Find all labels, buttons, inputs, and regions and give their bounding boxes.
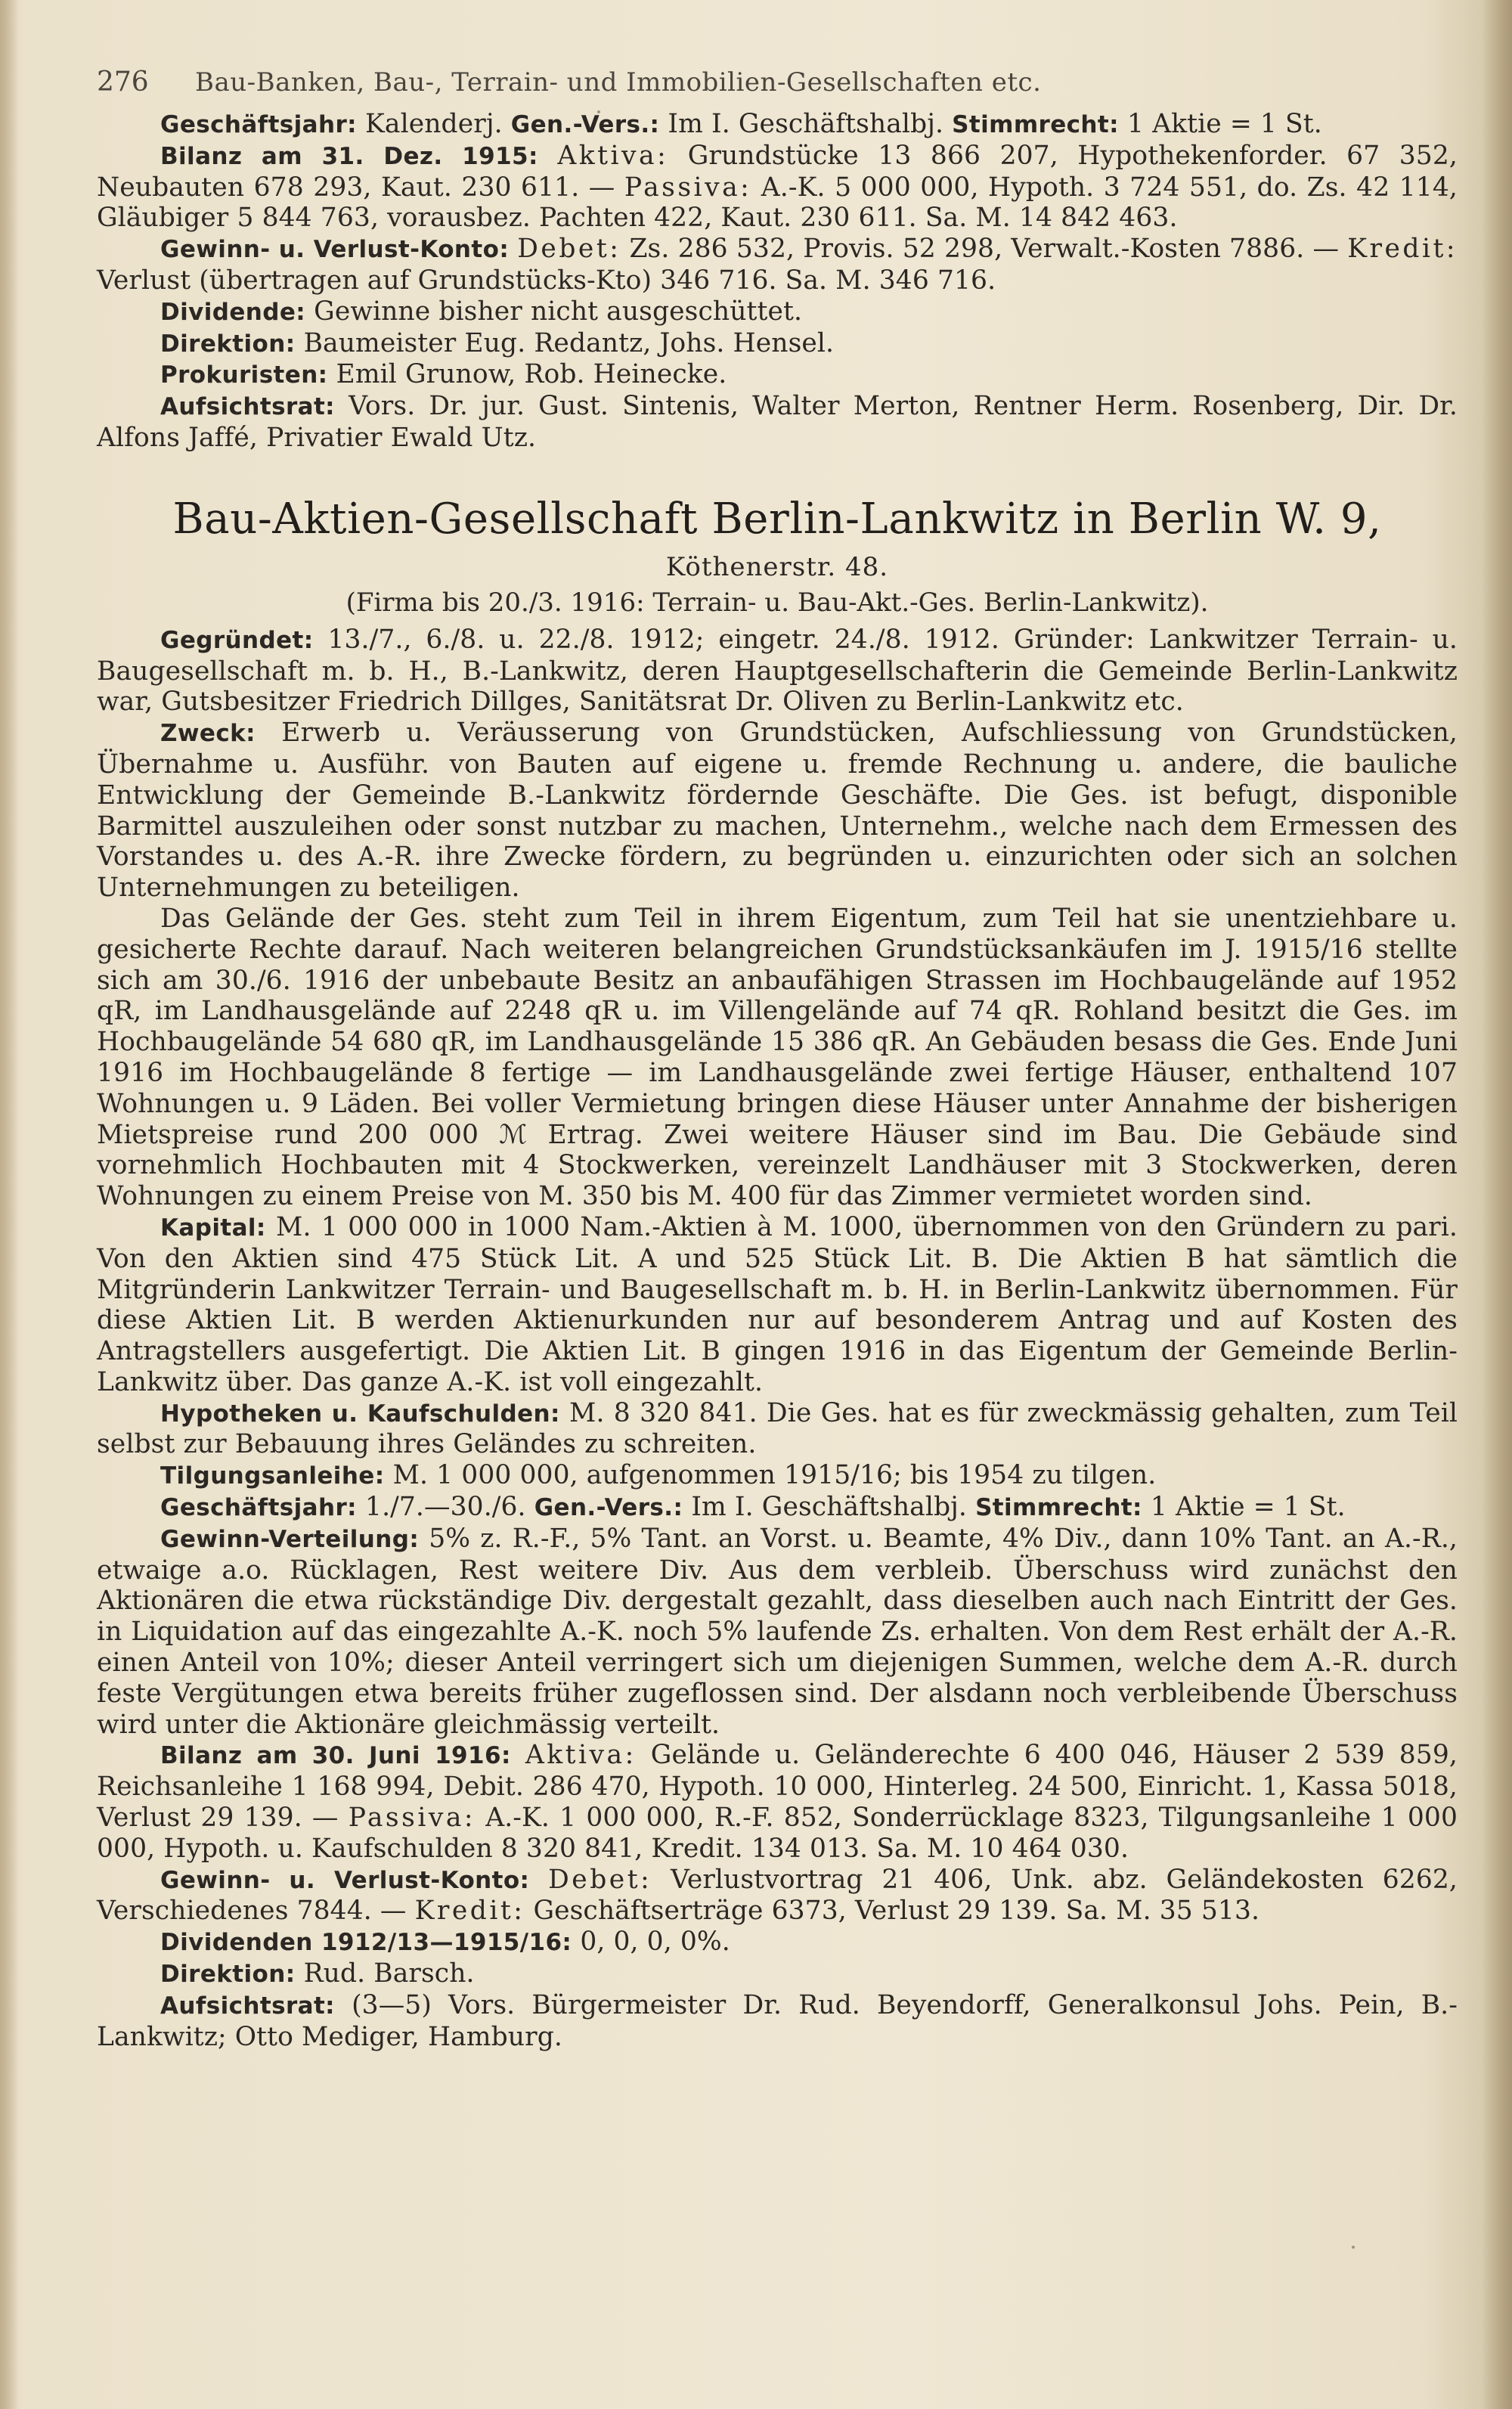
paper-speck <box>1352 2246 1355 2249</box>
value-gen-vers: Im I. Geschäftshalbj. <box>668 109 944 139</box>
entry-gelaende: Das Gelände der Ges. steht zum Teil in ihrem Eigentum, zum Teil hat sie unentziehbare u. gesicherte Rechte darauf. Nach weiteren belangreichen Grundstücksankäufen im J. 1915/16 stellte sich am 30./6. 1916 der unbebaute Besitz an anbaufähigen Strassen im Hochbaugelände auf 1952 qR, im Landhausgelände auf 2248 qR u. im Villengelände auf 74 qR. Rohland besitzt die Ges. im Hochbaugelände 54 680 qR, im Landhausgelände 15 386 qR. An Gebäuden besass die Ges. Ende Juni 1916 im Hochbaugelände 8 fertige — im Landhausgelände zwei fertige Häuser, enthaltend 107 Wohnungen u. 9 Läden. Bei voller Vermietung bringen diese Häuser unter Annahme der bisherigen Mietspreise rund 200 000 ℳ Ertrag. Zwei weitere Häuser sind im Bau. Die Gebäude sind vornehmlich Hochbauten mit 4 Stockwerken, vereinzelt Landhäuser mit 3 Stockwerken, deren Wohnungen zu einem Preise von M. 350 bis M. 400 für das Zimmer vermietet worden sind. <box>97 903 1458 1212</box>
entry-bilanz <box>97 1740 1458 1864</box>
entry-hypotheken <box>97 1398 1458 1461</box>
value-aufsichtsrat: Vors. Dr. jur. Gust. Sintenis, Walter Merton, Rentner Herm. Rosenberg, Dir. Dr. Alfons Jaffé, Privatier Ewald Utz. <box>97 391 1458 453</box>
label-hypotheken: Hypotheken u. Kaufschulden: <box>160 1400 560 1428</box>
label-gewinn-verteilung: Gewinn-Verteilung: <box>160 1525 420 1553</box>
entry-kapital <box>97 1212 1458 1398</box>
page-content <box>97 67 1458 2052</box>
entry-fiscal-year-line <box>97 109 1458 141</box>
value-gegruendet: 13./7., 6./8. u. 22./8. 1912; eingetr. 24./8. 1912. Gründer: Lankwitzer Terrain- u. Baugesellschaft m. b. H., B.-Lankwitz, deren Hauptgesellschafterin die Gemeinde Berlin-Lankwitz war, Gutsbesitzer Friedrich Dillges, Sanitätsrat Dr. Oliven zu Berlin-Lankwitz etc. <box>97 624 1458 718</box>
label-debet: Debet: <box>548 1864 652 1895</box>
label-aktiva: Aktiva: <box>525 1740 637 1771</box>
entry-gegruendet <box>97 625 1458 718</box>
label-aufsichtsrat: Aufsichtsrat: <box>160 1992 335 2020</box>
entry-gewinn-verteilung <box>97 1524 1458 1741</box>
label-tilgungsanleihe: Tilgungsanleihe: <box>160 1462 385 1490</box>
value-debet: Zs. 286 532, Provis. 52 298, Verwalt.-Kosten 7886. — <box>629 234 1340 265</box>
entry-aufsichtsrat <box>97 391 1458 454</box>
section-gap <box>97 454 1458 487</box>
label-gewinn-verlust: Gewinn- u. Verlust-Konto: <box>160 236 510 264</box>
company-address: Köthenerstr. 48. <box>665 551 889 582</box>
entry-bilanz <box>97 141 1458 234</box>
value-aktiva: Grundstücke 13 866 207, Hypothekenforder. 67 352, Neubauten 678 293, Kaut. 230 611. — <box>97 140 1458 203</box>
value-prokuristen: Emil Grunow, Rob. Heinecke. <box>336 359 727 390</box>
value-kredit: Verlust (übertragen auf Grundstücks-Kto) 346 716. Sa. M. 346 716. <box>97 265 996 296</box>
entry-aufsichtsrat <box>97 1990 1458 2053</box>
value-debet: Verlustvortrag 21 406, Unk. abz. Geländekosten 6262, Verschiedenes 7844. — <box>97 1864 1458 1927</box>
label-stimmrecht: Stimmrecht: <box>952 111 1119 138</box>
value-hypotheken: M. 8 320 841. Die Ges. hat es für zweckmässig gehalten, zum Teil selbst zur Bebauung ihres Geländes zu schreiten. <box>97 1397 1458 1460</box>
company-title: Bau-Aktien-Gesellschaft Berlin-Lankwitz in Berlin W. 9, <box>172 494 1382 544</box>
label-direktion: Direktion: <box>160 1961 296 1989</box>
company-former-name: (Firma bis 20./3. 1916: Terrain- u. Bau-Akt.-Ges. Berlin-Lankwitz). <box>345 587 1209 618</box>
label-passiva: Passiva: <box>348 1803 476 1834</box>
label-zweck: Zweck: <box>160 720 256 748</box>
previous-company-entry <box>97 109 1458 454</box>
value-direktion: Baumeister Eug. Redantz, Johs. Hensel. <box>303 327 835 358</box>
label-prokuristen: Prokuristen: <box>160 361 328 389</box>
label-kapital: Kapital: <box>160 1214 266 1242</box>
value-aufsichtsrat: (3—5) Vors. Bürgermeister Dr. Rud. Beyendorff, Generalkonsul Johs. Pein, B.-Lankwitz; Otto Mediger, Hamburg. <box>97 1989 1458 2052</box>
entry-direktion <box>97 1958 1458 1990</box>
label-kredit: Kredit: <box>1347 234 1458 265</box>
entry-fiscal-year-line <box>97 1492 1458 1524</box>
label-dividenden: Dividenden 1912/13—1915/16: <box>160 1929 572 1957</box>
value-geschaeftsjahr: 1./7.—30./6. <box>365 1492 526 1523</box>
label-bilanz: Bilanz am 30. Juni 1916: <box>160 1742 511 1770</box>
label-stimmrecht: Stimmrecht: <box>975 1494 1142 1522</box>
value-passiva: A.-K. 5 000 000, Hypoth. 3 724 551, do. Zs. 42 114, Gläubiger 5 844 763, vorausbez. Pachten 422, Kaut. 230 611. Sa. M. 14 842 463. <box>97 172 1458 234</box>
running-title: Bau-Banken, Bau-, Terrain- und Immobilien-Gesellschaften etc. <box>195 67 1042 98</box>
label-direktion: Direktion: <box>160 330 296 358</box>
label-gen-vers: Gen.-Vers.: <box>510 111 660 138</box>
value-dividenden: 0, 0, 0, 0%. <box>580 1927 730 1958</box>
entry-dividenden <box>97 1927 1458 1958</box>
label-gewinn-verlust: Gewinn- u. Verlust-Konto: <box>160 1866 530 1894</box>
label-gegruendet: Gegründet: <box>160 626 314 654</box>
value-passiva: A.-K. 1 000 000, R.-F. 852, Sonderrücklage 8323, Tilgungsanleihe 1 000 000, Hypoth. u. Kaufschulden 8 320 841, Kredit. 134 013. Sa. M. 10 464 030. <box>97 1803 1458 1864</box>
label-debet: Debet: <box>517 234 621 265</box>
page-number: 276 <box>97 67 149 98</box>
page-edge-shadow-right <box>1482 0 1512 2409</box>
entry-direktion <box>97 328 1458 360</box>
value-zweck: Erwerb u. Veräusserung von Grundstücken, Aufschliessung von Grundstücken, Übernahme u. Ausführ. von Bauten auf eigene u. fremde Rechnung u. andere, die bauliche Entwicklung der Gemeinde B.-Lankwitz fördernde Geschäfte. Die Ges. ist befugt, disponible Barmittel auszuleihen oder sonst nutzbar zu machen, Unternehm., welche nach dem Ermessen des Vorstandes u. des A.-R. ihre Zwecke fördern, zu begründen u. einzurichten oder sich an solchen Unternehmungen zu beteiligen. <box>97 718 1458 904</box>
page-edge-shadow-left <box>0 0 18 2409</box>
entry-tilgungsanleihe <box>97 1460 1458 1492</box>
value-aktiva: Gelände u. Geländerechte 6 400 046, Häuser 2 539 859, Reichsanleihe 1 168 994, Debit. 286 470, Hypoth. 10 000, Hinterleg. 24 500, Einricht. 1, Kassa 5018, Verlust 29 139. — <box>97 1740 1458 1834</box>
label-kredit: Kredit: <box>414 1896 525 1927</box>
entry-gewinn-verlust <box>97 234 1458 296</box>
entry-gewinn-verlust <box>97 1865 1458 1927</box>
value-gen-vers: Im I. Geschäftshalbj. <box>691 1492 967 1523</box>
label-aufsichtsrat: Aufsichtsrat: <box>160 393 335 421</box>
value-dividende: Gewinne bisher nicht ausgeschüttet. <box>314 296 803 327</box>
value-gewinn-verteilung: 5% z. R.-F., 5% Tant. an Vorst. u. Beamte, 4% Div., dann 10% Tant. an A.-R., etwaige a.o. Rücklagen, Rest weitere Div. Aus dem verbleib. Überschuss wird zunächst den Aktionären die etwa rückständige Div. dergestalt gezahlt, dass dieselben auch nach Eintritt der Ges. in Liquidation auf das eingezahlte A.-K. noch 5% laufende Zs. erhalten. Von dem Rest erhält der A.-R. einen Anteil von 10%; dieser Anteil verringert sich um diejenigen Summen, welche dem A.-R. durch feste Vergütungen etwa bereits früher zugeflossen sind. Der alsdann noch verbleibende Überschuss wird unter die Aktionäre gleichmässig verteilt. <box>97 1523 1458 1740</box>
label-aktiva: Aktiva: <box>557 140 669 171</box>
value-geschaeftsjahr: Kalenderj. <box>365 109 503 139</box>
value-direktion: Rud. Barsch. <box>303 1958 475 1989</box>
label-dividende: Dividende: <box>160 298 306 326</box>
value-stimmrecht: 1 Aktie = 1 St. <box>1127 109 1322 139</box>
entry-dividende <box>97 296 1458 328</box>
entry-prokuristen <box>97 359 1458 391</box>
label-gen-vers: Gen.-Vers.: <box>534 1494 683 1522</box>
label-bilanz: Bilanz am 31. Dez. 1915: <box>160 142 538 170</box>
value-stimmrecht: 1 Aktie = 1 St. <box>1150 1492 1346 1523</box>
label-geschaeftsjahr: Geschäftsjahr: <box>160 1494 357 1522</box>
value-kapital: M. 1 000 000 in 1000 Nam.-Aktien à M. 1000, übernommen von den Gründern zu pari. Von den Aktien sind 475 Stück Lit. A und 525 Stück Lit. B. Die Aktien B hat sämtlich die Mitgründerin Lankwitzer Terrain- und Baugesellschaft m. b. H. in Berlin-Lankwitz übernommen. Für diese Aktien Lit. B werden Aktienurkunden nur auf besonderem Antrag und auf Kosten des Antragstellers ausgefertigt. Die Aktien Lit. B gingen 1916 in das Eigentum der Gemeinde Berlin-Lankwitz über. Das ganze A.-K. ist voll eingezahlt. <box>97 1211 1458 1397</box>
running-header <box>97 67 1458 109</box>
company-entry-bau-aktien-gesellschaft <box>97 488 1458 2053</box>
label-geschaeftsjahr: Geschäftsjahr: <box>160 111 357 138</box>
value-tilgungsanleihe: M. 1 000 000, aufgenommen 1915/16; bis 1954 zu tilgen. <box>392 1460 1157 1491</box>
entry-zweck <box>97 718 1458 904</box>
label-passiva: Passiva: <box>624 172 752 203</box>
value-kredit: Geschäftserträge 6373, Verlust 29 139. Sa. M. 35 513. <box>533 1896 1260 1927</box>
